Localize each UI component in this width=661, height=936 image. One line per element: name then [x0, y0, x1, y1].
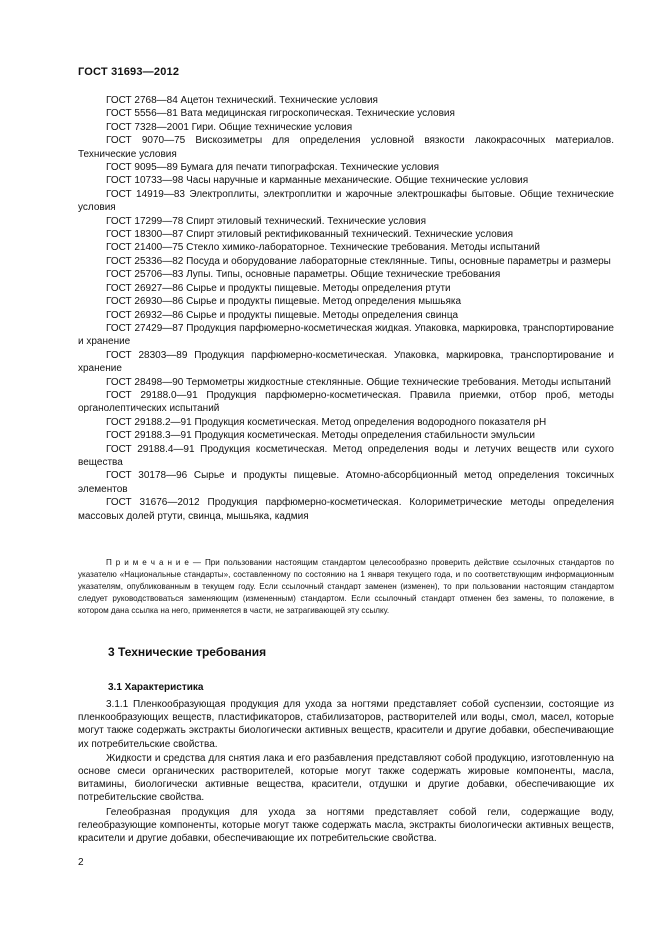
reference-item: ГОСТ 29188.3—91 Продукция косметическая. Методы определения стабильности эмульсии — [106, 430, 535, 442]
reference-item: ГОСТ 17299—78 Спирт этиловый технический. Технические условия — [106, 215, 427, 227]
reference-item: ГОСТ 28498—90 Термометры жидкостные стеклянные. Общие технические требования. Методы испытаний — [106, 376, 611, 388]
reference-item: ГОСТ 29188.0—91 Продукция парфюмерно-косметическая. Правила приемки, отбор проб, методы органолептических испытаний — [78, 389, 614, 415]
note-paragraph — [78, 557, 614, 617]
reference-item: ГОСТ 31676—2012 Продукция парфюмерно-косметическая. Колориметрические методы определения массовых долей ртути, свинца, мышьяка, кадмия — [78, 497, 614, 522]
references-list — [78, 94, 614, 523]
paragraph: Гелеобразная продукция для ухода за ногтями представляет собой гели, содержащие воду, гелеобразующие компоненты, которые могут также содержать масла, экстракты биологически активных веществ, красители и другие добавки, обеспечивающие их потребительские свойства. — [78, 806, 614, 845]
note-label: П р и м е ч а н и е — — [106, 558, 201, 567]
section-heading: 3 Технические требования — [108, 645, 267, 659]
reference-item: ГОСТ 9095—89 Бумага для печати типографская. Технические условия — [106, 162, 440, 174]
reference-item: ГОСТ 2768—84 Ацетон технический. Технические условия — [106, 95, 378, 106]
reference-item: ГОСТ 26932—86 Сырье и продукты пищевые. Методы определения свинца — [106, 309, 459, 321]
reference-item: ГОСТ 28303—89 Продукция парфюмерно-косметическая. Упаковка, маркировка, транспортирование и хранение — [78, 349, 614, 375]
reference-item: ГОСТ 9070—75 Вискозиметры для определения условной вязкости лакокрасочных материалов. Технические условия — [78, 135, 614, 160]
reference-item: ГОСТ 29188.2—91 Продукция косметическая. Метод определения водородного показателя pH — [106, 416, 547, 428]
subsection-heading: 3.1 Характеристика — [108, 682, 204, 693]
reference-item: ГОСТ 25706—83 Лупы. Типы, основные параметры. Общие технические требования — [106, 269, 501, 281]
reference-item: ГОСТ 27429—87 Продукция парфюмерно-косметическая жидкая. Упаковка, маркировка, транспортирование и хранение — [78, 322, 614, 348]
reference-item: ГОСТ 5556—81 Вата медицинская гигроскопическая. Технические условия — [106, 108, 455, 120]
body-text — [78, 698, 614, 846]
reference-item: ГОСТ 25336—82 Посуда и оборудование лабораторные стеклянные. Типы, основные параметры и размеры — [106, 255, 611, 267]
page-number: 2 — [78, 857, 84, 868]
reference-item: ГОСТ 26927—86 Сырье и продукты пищевые. Методы определения ртути — [106, 282, 451, 294]
reference-item: ГОСТ 18300—87 Спирт этиловый ректификованный технический. Технические условия — [106, 229, 514, 241]
reference-item: ГОСТ 10733—98 Часы наручные и карманные механические. Общие технические условия — [106, 175, 529, 187]
reference-item: ГОСТ 7328—2001 Гири. Общие технические условия — [106, 121, 353, 133]
reference-item: ГОСТ 21400—75 Стекло химико-лабораторное. Технические требования. Методы испытаний — [106, 242, 540, 254]
paragraph: Жидкости и средства для снятия лака и его разбавления представляют собой продукцию, изготовленную на основе смеси органических растворителей, которые могут также содержать жировые компоненты, масла, витамины, биологически активные вещества, красители, отдушки и другие добавки, обеспечивающие их потребительские свойства. — [78, 752, 614, 804]
reference-item: ГОСТ 26930—86 Сырье и продукты пищевые. Метод определения мышьяка — [106, 296, 462, 308]
note-text: При пользовании настоящим стандартом целесообразно проверить действие ссылочных стандартов по указателю «Национальные стандарты», составленному по состоянию на 1 января текущего года, и по соответствующим информационным указателям, опубликованным в текущем году. Если ссылочный стандарт заменен (изменен), то при пользовании настоящим стандартом следует руководствоваться заменяющим (измененным) стандартом. Если ссылочный стандарт отменен без замены, то положение, в котором дана ссылка на него, применяется в части, не затрагивающей эту ссылку. — [78, 558, 614, 616]
reference-item: ГОСТ 14919—83 Электроплиты, электроплитки и жарочные электрошкафы бытовые. Общие технические условия — [78, 188, 614, 214]
reference-item: ГОСТ 29188.4—91 Продукция косметическая. Метод определения воды и летучих веществ или сухого вещества — [78, 443, 614, 468]
reference-item: ГОСТ 30178—96 Сырье и продукты пищевые. Атомно-абсорбционный метод определения токсичных элементов — [78, 470, 614, 495]
paragraph: 3.1.1 Пленкообразующая продукция для ухода за ногтями представляет собой суспензии, состоящие из пленкообразующих веществ, пластификаторов, стабилизаторов, растворителей или воды, смол, масел, которые могут также содержать экстракты биологически активных веществ, красители и другие добавки, обеспечивающие их потребительские свойства. — [78, 699, 614, 750]
document-header: ГОСТ 31693—2012 — [78, 66, 180, 78]
